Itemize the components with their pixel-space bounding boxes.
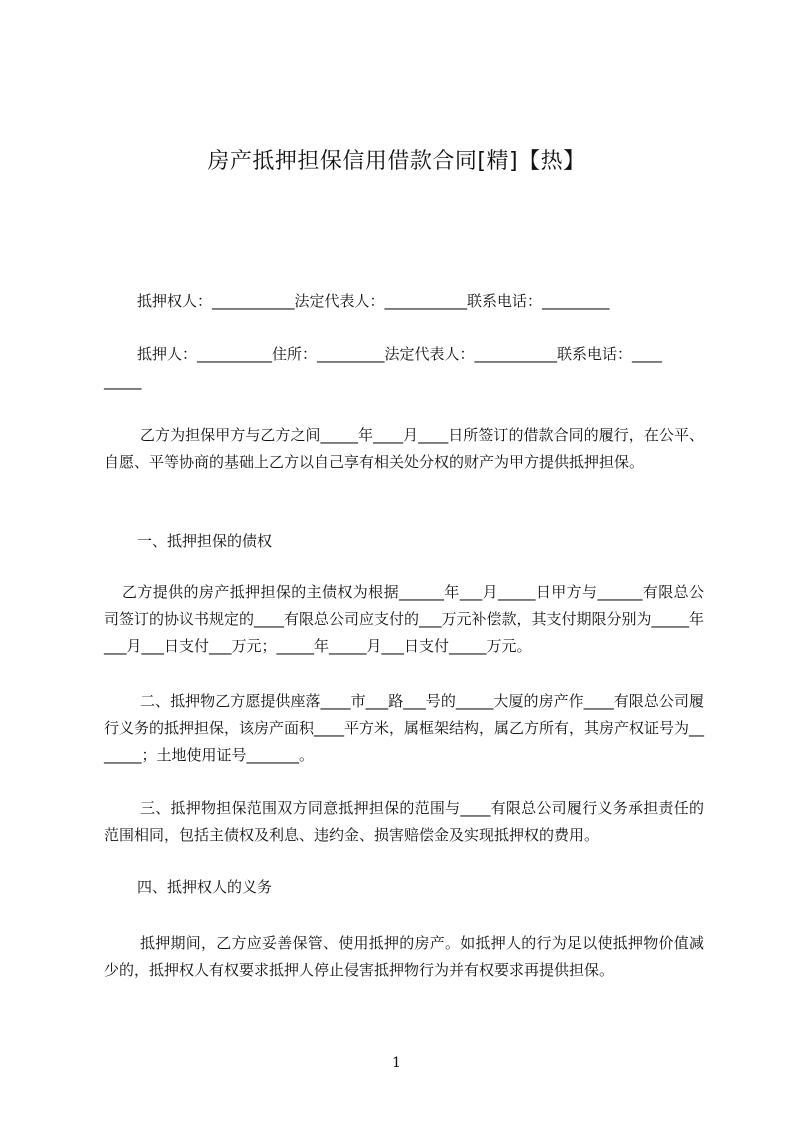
mortgagor-line-continued: _____ [104, 372, 142, 390]
document-title: 房产抵押担保信用借款合同[精]【热】 [207, 149, 586, 174]
section-4-heading: 四、抵押权人的义务 [137, 878, 273, 896]
mortgagee-line: 抵押权人：___________法定代表人：___________联系电话：_________ [137, 292, 610, 310]
page-number: 1 [392, 1055, 401, 1071]
mortgagor-line: 抵押人：__________住所：_________法定代表人：___________联系电话：____ [137, 345, 663, 363]
section-1-body: 乙方提供的房产抵押担保的主债权为根据______年___月_____日甲方与______有限总公司签订的协议书规定的____有限总公司应支付的___万元补偿款，其支付期限分别为_____年___月___日支付___万元；_____年_____月___日支付_____万元。 [104, 583, 705, 655]
intro-paragraph: 乙方为担保甲方与乙方之间_____年____月____日所签订的借款合同的履行，在公平、自愿、平等协商的基础上乙方以自己享有相关处分权的财产为甲方提供抵押担保。 [104, 426, 704, 471]
section-1-heading: 一、抵押担保的债权 [137, 532, 273, 550]
section-4-body: 抵押期间，乙方应妥善保管、使用抵押的房产。如抵押人的行为足以使抵押物价值减少的，抵押权人有权要求抵押人停止侵害抵押物行为并有权要求再提供担保。 [104, 934, 704, 979]
section-2-paragraph: 二、抵押物乙方愿提供座落____市___路___号的_____大厦的房产作____有限总公司履行义务的抵押担保，该房产面积____平方米，属框架结构，属乙方所有，其房产权证号为_______；土地使用证号_______。 [104, 692, 705, 764]
section-3-paragraph: 三、抵押物担保范围双方同意抵押担保的范围与____有限总公司履行义务承担责任的范围相同，包括主债权及利息、违约金、损害赔偿金及实现抵押权的费用。 [104, 799, 704, 844]
